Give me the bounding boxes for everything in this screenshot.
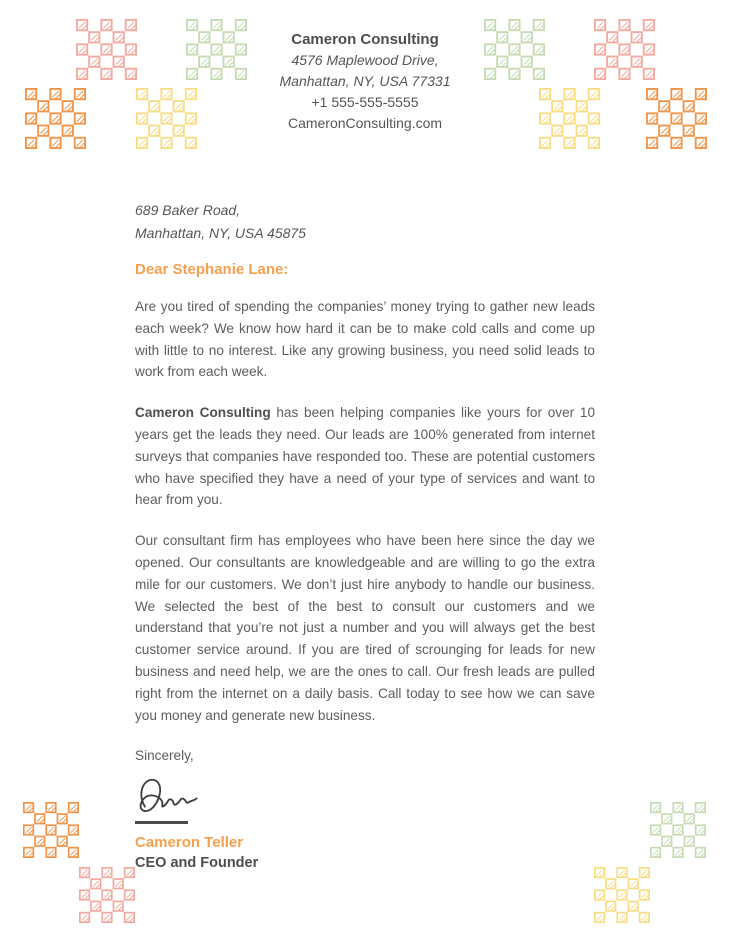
recipient-address [135,199,595,245]
company-website: CameronConsulting.com [287,115,443,131]
paragraph-1: Are you tired of spending the companies’ money trying to gather new leads each week? We know how hard it can be to make cold calls and come up with little to no interest. Like any growing business, you need solid leads to work from each week. [135,299,595,380]
paragraph-3: Our consultant firm has employees who have been here since the day we opened. Our consultants are knowledgeable and are willing to go the extra mile for our customers. We don’t just hire anybody to handle our business. We selected the best of the best to consult our customers and we understand that you’re not just a number and you will always get the best customer service around. If you are tired of scrounging for leads for new business and need help, we are the ones to call. Our fresh leads are pulled right from the internet on a daily basis. Call today to see how we can save you money and generate new business. [135,533,595,723]
paragraph-2-text: has been helping companies like yours for over 10 years get the leads they need. Our leads are 100% generated from internet surveys that companies have responded too. These are potential customers who have specified they have a need of your type of services and want to hear from you. [135,405,595,508]
recipient-address-line1: 689 Baker Road, [135,202,241,218]
signature-underline [135,821,188,824]
valediction: Sincerely, [135,748,194,764]
salutation: Dear Stephanie Lane: [135,261,289,278]
paragraph-2 [135,402,595,511]
recipient-address-line2: Manhattan, NY, USA 45875 [135,225,306,241]
company-name-inline: Cameron Consulting [135,405,271,421]
company-phone: +1 555-555-5555 [311,94,419,110]
signature-block [135,774,595,824]
company-name: Cameron Consulting [291,31,439,48]
signer-title: CEO and Founder [135,855,259,872]
decor-grid-pattern-yellow-bottom-right [594,867,650,923]
decor-grid-pattern-green-bottom-right [650,802,706,858]
company-address-line1: 4576 Maplewood Drive, [291,52,439,68]
signature-scribble-icon [135,774,199,818]
company-address-line2: Manhattan, NY, USA 77331 [279,73,451,89]
letterhead [0,29,730,134]
decor-grid-pattern-orange-bottom-left [23,802,79,858]
letter-content [135,199,595,873]
decor-grid-pattern-pink-bottom-left [79,867,135,923]
signer-name: Cameron Teller [135,834,244,852]
